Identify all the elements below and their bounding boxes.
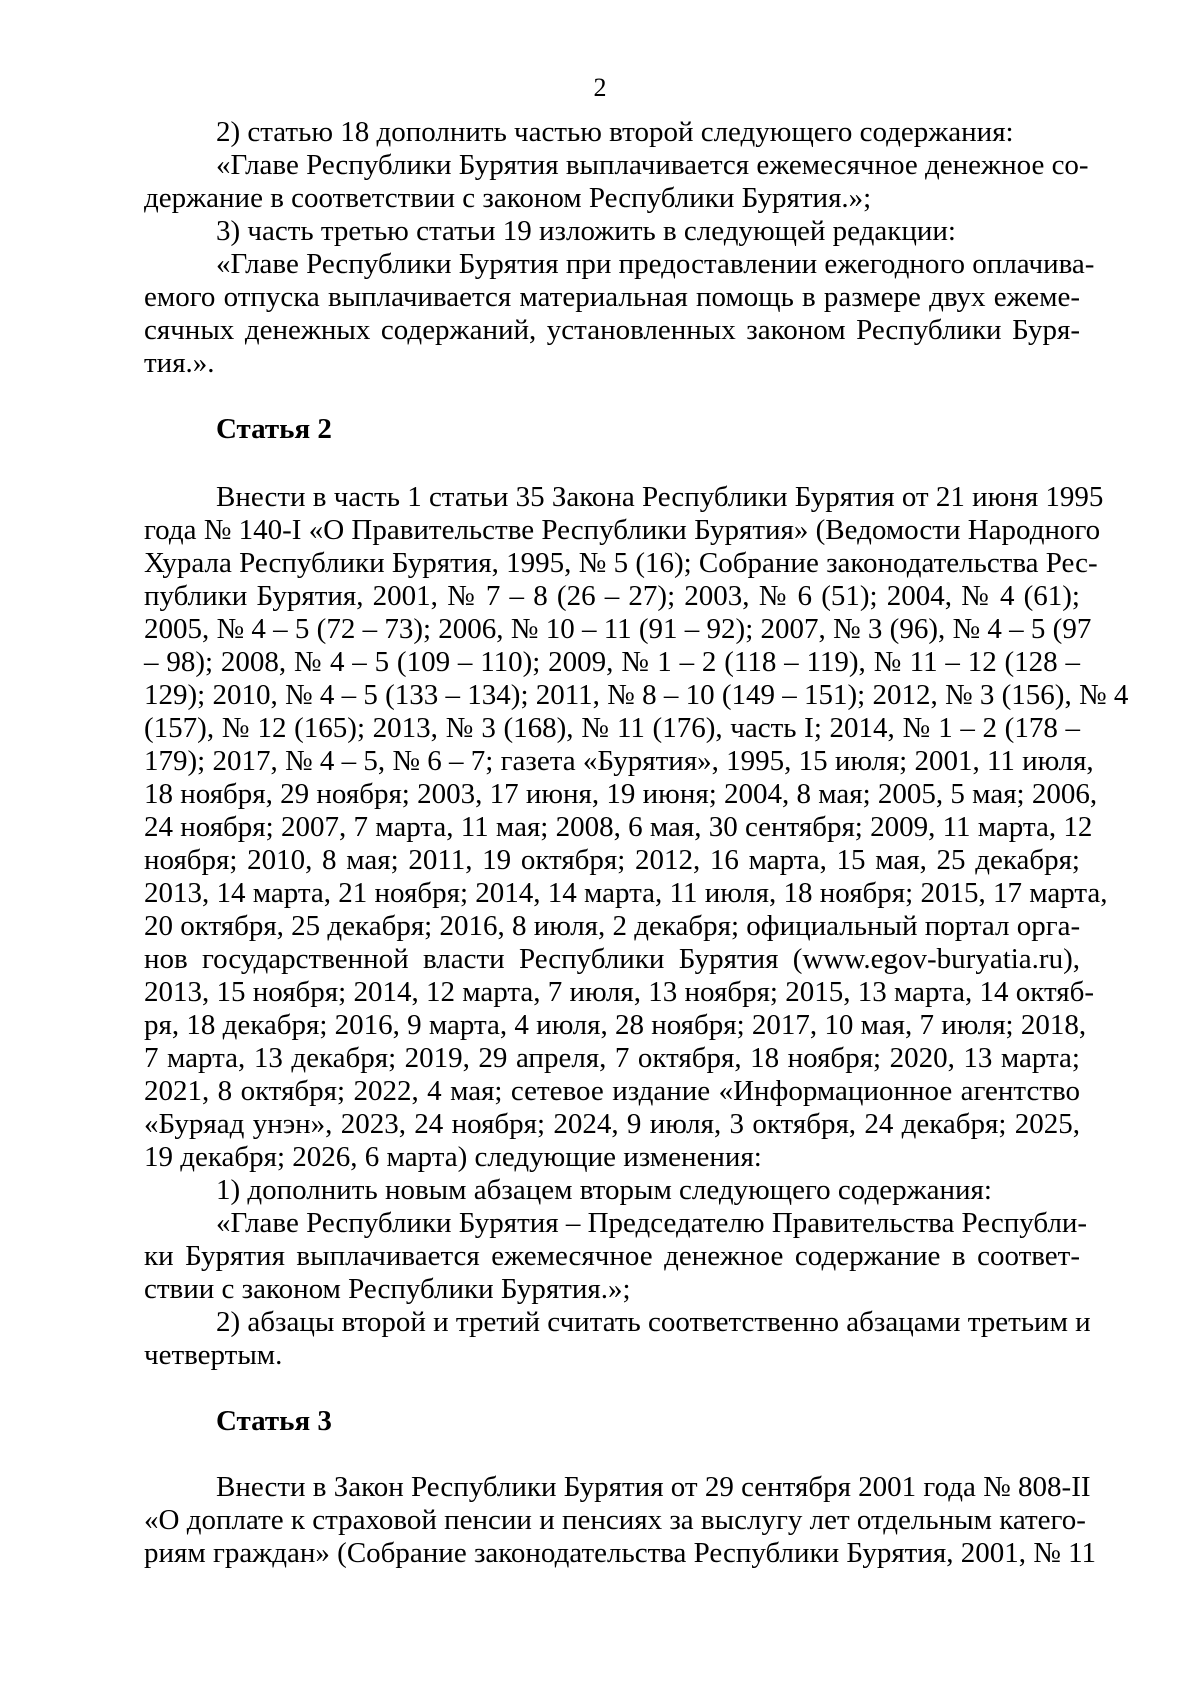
paragraph-line: ствии с законом Республики Бурятия.»; [144, 1273, 631, 1305]
paragraph-line: емого отпуска выплачивается материальная помощь в размере двух ежеме- [144, 281, 1080, 313]
paragraph-line: 2) статью 18 дополнить частью второй следующего содержания: [216, 116, 1014, 148]
paragraph-line: «Главе Республики Бурятия – Председателю Правительства Республи- [216, 1207, 1088, 1239]
paragraph-line: 1) дополнить новым абзацем вторым следующего содержания: [216, 1174, 992, 1206]
paragraph-line: 2013, 14 марта, 21 ноября; 2014, 14 марта, 11 июля, 18 ноября; 2015, 17 марта, [144, 877, 1108, 909]
paragraph-line: нов государственной власти Республики Бурятия (www.egov-buryatia.ru), [144, 943, 1080, 975]
paragraph-line: 3) часть третью статьи 19 изложить в следующей редакции: [216, 215, 956, 247]
paragraph-line: 129); 2010, № 4 – 5 (133 – 134); 2011, № 8 – 10 (149 – 151); 2012, № 3 (156), № 4 [144, 679, 1129, 711]
paragraph-line: – 98); 2008, № 4 – 5 (109 – 110); 2009, № 1 – 2 (118 – 119), № 11 – 12 (128 – [144, 646, 1080, 678]
paragraph-line: сячных денежных содержаний, установленных законом Республики Буря- [144, 314, 1080, 346]
paragraph-line: Хурала Республики Бурятия, 1995, № 5 (16); Собрание законодательства Рес- [144, 547, 1098, 579]
paragraph-line: 19 декабря; 2026, 6 марта) следующие изменения: [144, 1141, 762, 1173]
page-number: 2 [593, 73, 607, 102]
paragraph-line: 2005, № 4 – 5 (72 – 73); 2006, № 10 – 11 (91 – 92); 2007, № 3 (96), № 4 – 5 (97 [144, 613, 1092, 645]
paragraph-line: держание в соответствии с законом Республики Бурятия.»; [144, 182, 872, 214]
paragraph-line: «Главе Республики Бурятия при предоставлении ежегодного оплачива- [216, 248, 1095, 280]
paragraph-line: публики Бурятия, 2001, № 7 – 8 (26 – 27); 2003, № 6 (51); 2004, № 4 (61); [144, 580, 1080, 612]
paragraph-line: «О доплате к страховой пенсии и пенсиях за выслугу лет отдельным катего- [144, 1504, 1086, 1536]
paragraph-line: 20 октября, 25 декабря; 2016, 8 июля, 2 декабря; официальный портал орга- [144, 910, 1081, 942]
paragraph-line: «Буряад унэн», 2023, 24 ноября; 2024, 9 июля, 3 октября, 24 декабря; 2025, [144, 1108, 1080, 1140]
paragraph-line: 24 ноября; 2007, 7 марта, 11 мая; 2008, 6 мая, 30 сентября; 2009, 11 марта, 12 [144, 811, 1093, 843]
paragraph-line: ноября; 2010, 8 мая; 2011, 19 октября; 2012, 16 марта, 15 мая, 25 декабря; [144, 844, 1080, 876]
paragraph-line: тия.». [144, 347, 215, 379]
paragraph-line: риям граждан» (Собрание законодательства Республики Бурятия, 2001, № 11 [144, 1537, 1097, 1569]
paragraph-line: Внести в Закон Республики Бурятия от 29 сентября 2001 года № 808-II [216, 1471, 1091, 1503]
paragraph-line: 18 ноября, 29 ноября; 2003, 17 июня, 19 июня; 2004, 8 мая; 2005, 5 мая; 2006, [144, 778, 1098, 810]
paragraph-line: года № 140-I «О Правительстве Республики Бурятия» (Ведомости Народного [144, 514, 1101, 546]
paragraph-line: 2021, 8 октября; 2022, 4 мая; сетевое издание «Информационное агентство [144, 1075, 1080, 1107]
article-heading: Статья 3 [216, 1405, 332, 1437]
paragraph-line: «Главе Республики Бурятия выплачивается ежемесячное денежное со- [216, 149, 1089, 181]
paragraph-line: 2) абзацы второй и третий считать соответственно абзацами третьим и [216, 1306, 1091, 1338]
paragraph-line: ки Бурятия выплачивается ежемесячное денежное содержание в соответ- [144, 1240, 1080, 1272]
paragraph-line: 7 марта, 13 декабря; 2019, 29 апреля, 7 октября, 18 ноября; 2020, 13 марта; [144, 1042, 1080, 1074]
article-heading: Статья 2 [216, 413, 332, 445]
paragraph-line: четвертым. [144, 1339, 283, 1371]
paragraph-line: 2013, 15 ноября; 2014, 12 марта, 7 июля, 13 ноября; 2015, 13 марта, 14 октяб- [144, 976, 1095, 1008]
paragraph-line: ря, 18 декабря; 2016, 9 марта, 4 июля, 28 ноября; 2017, 10 мая, 7 июля; 2018, [144, 1009, 1087, 1041]
paragraph-line: (157), № 12 (165); 2013, № 3 (168), № 11 (176), часть I; 2014, № 1 – 2 (178 – [144, 712, 1080, 744]
paragraph-line: 179); 2017, № 4 – 5, № 6 – 7; газета «Бурятия», 1995, 15 июля; 2001, 11 июля, [144, 745, 1094, 777]
paragraph-line: Внести в часть 1 статьи 35 Закона Республики Бурятия от 21 июня 1995 [216, 481, 1104, 513]
